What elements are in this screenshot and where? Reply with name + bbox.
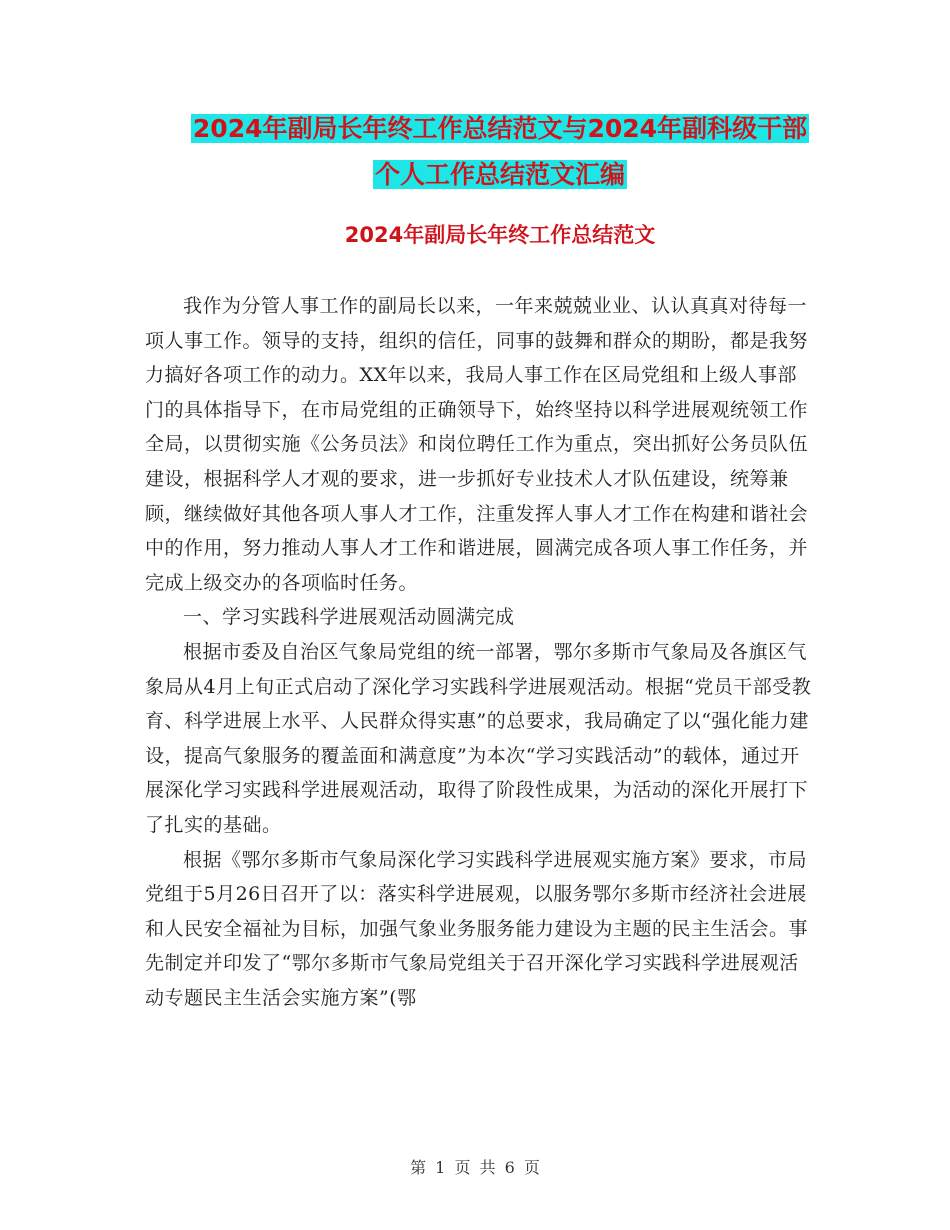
title-highlight: 个人工作总结范文汇编 (374, 160, 625, 189)
document-title-line-1 (140, 112, 860, 146)
title-highlight: 2024年副局长年终工作总结范文与2024年副科级干部 (192, 114, 808, 143)
paragraph: 根据《鄂尔多斯市气象局深化学习实践科学进展观实施方案》要求，市局党组于5月26日召开了以：落实科学进展观，以服务鄂尔多斯市经济社会进展和人民安全福祉为目标，加强气象业务服务能力建设为主题的民主生活会。事先制定并印发了“鄂尔多斯市气象局党组关于召开深化学习实践科学进展观活动专题民主生活会实施方案”(鄂 (145, 848, 809, 1009)
section-heading: 一、学习实践科学进展观活动圆满完成 (183, 606, 515, 629)
paragraph: 我作为分管人事工作的副局长以来，一年来兢兢业业、认认真真对待每一项人事工作。领导的支持，组织的信任，同事的鼓舞和群众的期盼，都是我努力搞好各项工作的动力。XX年以来，我局人事工作在区局党组和上级人事部门的具体指导下，在市局党组的正确领导下，始终坚持以科学进展观统领工作全局，以贯彻实施《公务员法》和岗位聘任工作为重点，突出抓好公务员队伍建设，根据科学人才观的要求，进一步抓好专业技术人才队伍建设，统筹兼顾，继续做好其他各项人事人才工作，注重发挥人事人才工作在构建和谐社会中的作用，努力推动人事人才工作和谐进展，圆满完成各项人事工作任务，并完成上级交办的各项临时任务。 (145, 295, 809, 594)
page-footer: 第 1 页 共 6 页 (410, 1158, 540, 1177)
paragraph: 根据市委及自治区气象局党组的统一部署，鄂尔多斯市气象局及各旗区气象局从4月上旬正式启动了深化学习实践科学进展观活动。根据“党员干部受教育、科学进展上水平、人民群众得实惠”的总要求，我局确定了以“强化能力建设，提高气象服务的覆盖面和满意度”为本次“学习实践活动”的载体，通过开展深化学习实践科学进展观活动，取得了阶段性成果，为活动的深化开展打下了扎实的基础。 (145, 640, 812, 836)
body-text (145, 289, 815, 1015)
section-title: 2024年副局长年终工作总结范文 (344, 223, 656, 247)
document-title-line-2 (140, 158, 860, 192)
